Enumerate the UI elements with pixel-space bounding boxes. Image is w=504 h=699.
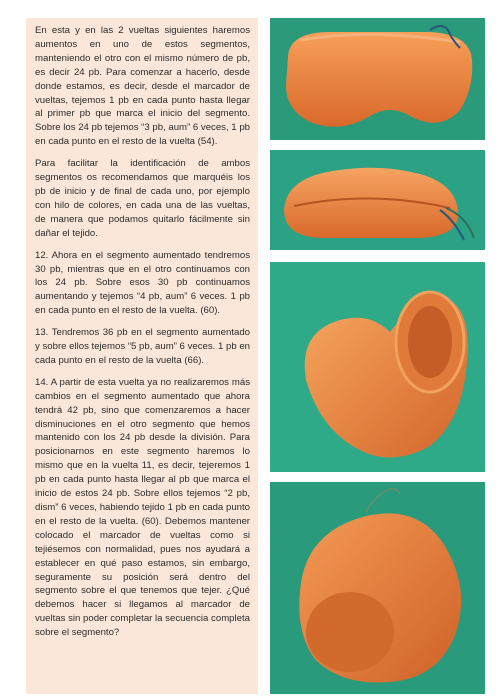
photo-crochet-two-segments: [270, 18, 485, 140]
text-column: [26, 18, 258, 694]
photo-crochet-increased-segment: [270, 262, 485, 472]
paragraph-1: En esta y en las 2 vueltas siguientes haremos aumentos en uno de estos segmentos, manteniendo el otro con el mismo número de pb, es decir 24 pb. Para comenzar a hacerlo, desde donde estamos, es decir, desde el marcador de vueltas, tejemos 1 pb en cada punto hasta llegar al primer pb que marca el inicio del segmento. Sobre los 24 pb tejemos “3 pb, aum” 6 veces, 1 pb en cada punto en el resto de la vuelta (54).: [35, 25, 250, 148]
paragraph-2: Para facilitar la identificación de ambos segmentos os recomendamos que marquéis los pb de inicio y de final de cada uno, por ejemplo con hilo de colores, en cada una de las vueltas, de manera que podamos quitarlo fácilmente sin dañar el tejido.: [35, 158, 250, 239]
paragraph-step-12: 12. Ahora en el segmento aumentado tendremos 30 pb, mientras que en el otro continuamos con los 24 pb. Sobre esos 30 pb continuamos aumentando y tejemos “4 pb, aum” 6 veces. 1 pb en cada punto en el resto de la vuelta. (60).: [35, 249, 250, 317]
photo-crochet-decreasing: [270, 482, 485, 694]
photo-crochet-with-markers: [270, 150, 485, 250]
paragraph-step-13: 13. Tendremos 36 pb en el segmento aumentado y sobre ellos tejemos “5 pb, aum” 6 veces. 1 pb en cada punto en el resto de la vuelta (66).: [35, 327, 250, 366]
paragraph-step-14: 14. A partir de esta vuelta ya no realizaremos más cambios en el segmento aumentado que ahora tendrá 42 pb, sino que comenzaremos a hacer disminuciones en el otro segmento que hemos mantenido con los 24 pb desde la división. Para posicionarnos en este segmento haremos lo mismo que en la vuelta 11, es decir, tejeremos 1 pb en cada punto hasta llegar al pb que marca el inicio de estos 24 pb. Sobre ellos tejemos “2 pb, dism” 6 veces, habiendo tejido 1 pb en cada punto en el resto de la vuelta. (60). Debemos mantener colocado el marcador de vueltas como si tejiésemos con normalidad, pues nos ayudará a establecer en qué paso estamos, sin embargo, seguramente su posición será dentro del segmento sobre el que tenemos que tejer. ¿Qué debemos hacer si llegamos al marcador de vueltas sin poder completar la secuencia completa sobre el segmento?: [35, 376, 250, 639]
